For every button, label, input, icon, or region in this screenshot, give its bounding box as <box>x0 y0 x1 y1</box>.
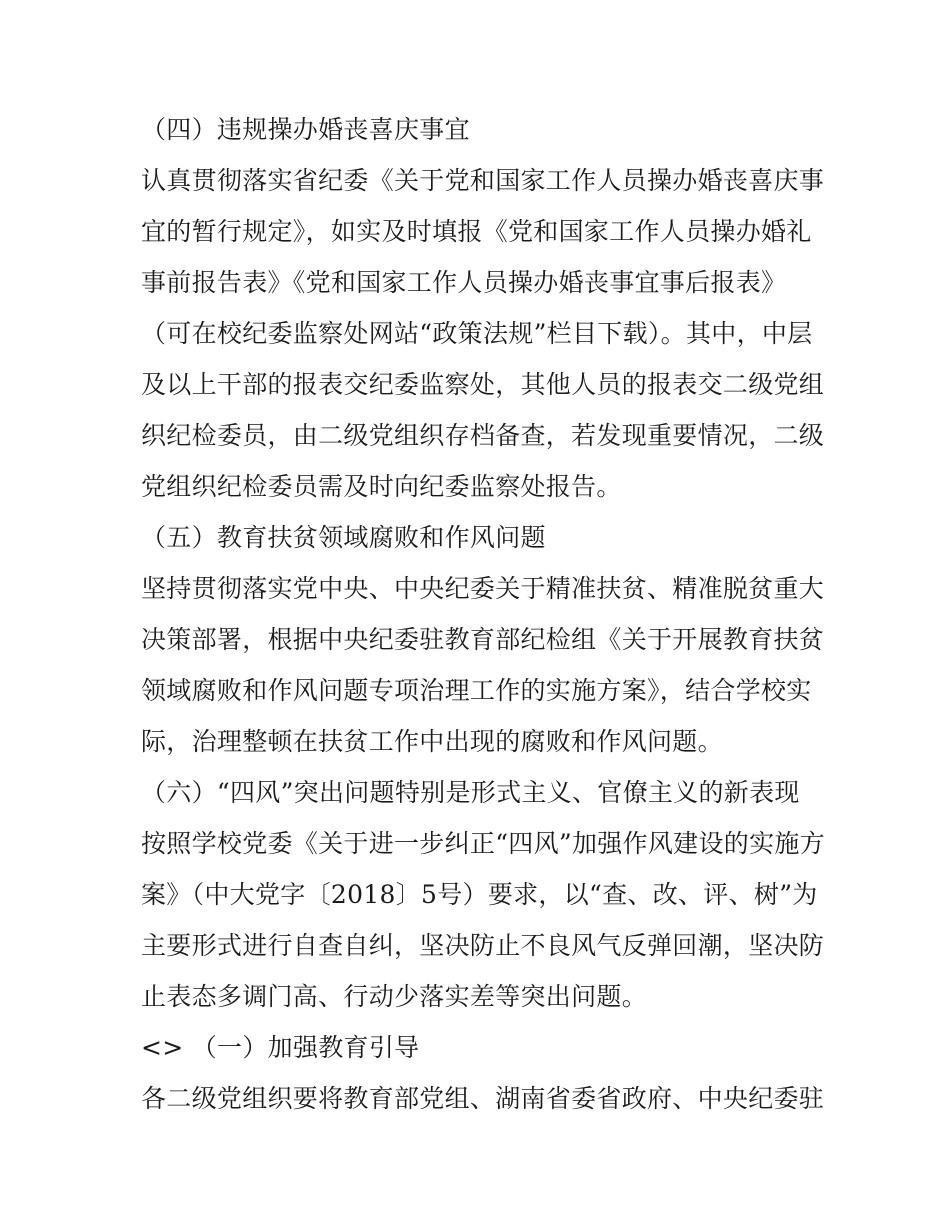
section-heading-5: （五）教育扶贫领域腐败和作风问题 <box>141 523 546 552</box>
paragraph-line: 决策部署，根据中央纪委驻教育部纪检组《关于开展教育扶贫 <box>141 625 825 654</box>
paragraph-line: 领域腐败和作风问题专项治理工作的实施方案》，结合学校实 <box>141 676 812 705</box>
paragraph-line: 坚持贯彻落实党中央、中央纪委关于精准扶贫、精准脱贫重大 <box>141 574 825 603</box>
paragraph-line: （可在校纪委监察处网站“政策法规”栏目下载）。其中，中层 <box>141 319 813 348</box>
paragraph-line: 止表态多调门高、行动少落实差等突出问题。 <box>141 982 648 1011</box>
paragraph-line: 党组织纪检委员需及时向纪委监察处报告。 <box>141 472 622 501</box>
paragraph-line: 织纪检委员，由二级党组织存档备查，若发现重要情况，二级 <box>141 421 825 450</box>
section-heading-4: （四）违规操办婚丧喜庆事宜 <box>141 115 470 144</box>
paragraph-line: 认真贯彻落实省纪委《关于党和国家工作人员操办婚丧喜庆事 <box>141 166 825 195</box>
paragraph-line: 主要形式进行自查自纠，坚决防止不良风气反弹回潮，坚决防 <box>141 931 825 960</box>
paragraph-line: 各二级党组织要将教育部党组、湖南省委省政府、中央纪委驻 <box>141 1084 825 1113</box>
paragraph-line: 及以上干部的报表交纪委监察处，其他人员的报表交二级党组 <box>141 370 825 399</box>
section-heading-6: （六）“四风”突出问题特别是形式主义、官僚主义的新表现 <box>141 778 800 807</box>
paragraph-line: 按照学校党委《关于进一步纠正“四风”加强作风建设的实施方 <box>141 829 825 858</box>
paragraph-line: 际，治理整顿在扶贫工作中出现的腐败和作风问题。 <box>141 727 723 756</box>
subsection-heading-1: <> （一）加强教育引导 <box>141 1033 420 1062</box>
paragraph-line: 宜的暂行规定》，如实及时填报《党和国家工作人员操办婚礼 <box>141 217 812 246</box>
paragraph-line: 事前报告表》《党和国家工作人员操办婚丧事宜事后报表》 <box>141 268 787 297</box>
paragraph-line: 案》（中大党字〔2018〕5号）要求，以“查、改、评、树”为 <box>141 880 818 909</box>
document-body <box>141 104 825 1124</box>
